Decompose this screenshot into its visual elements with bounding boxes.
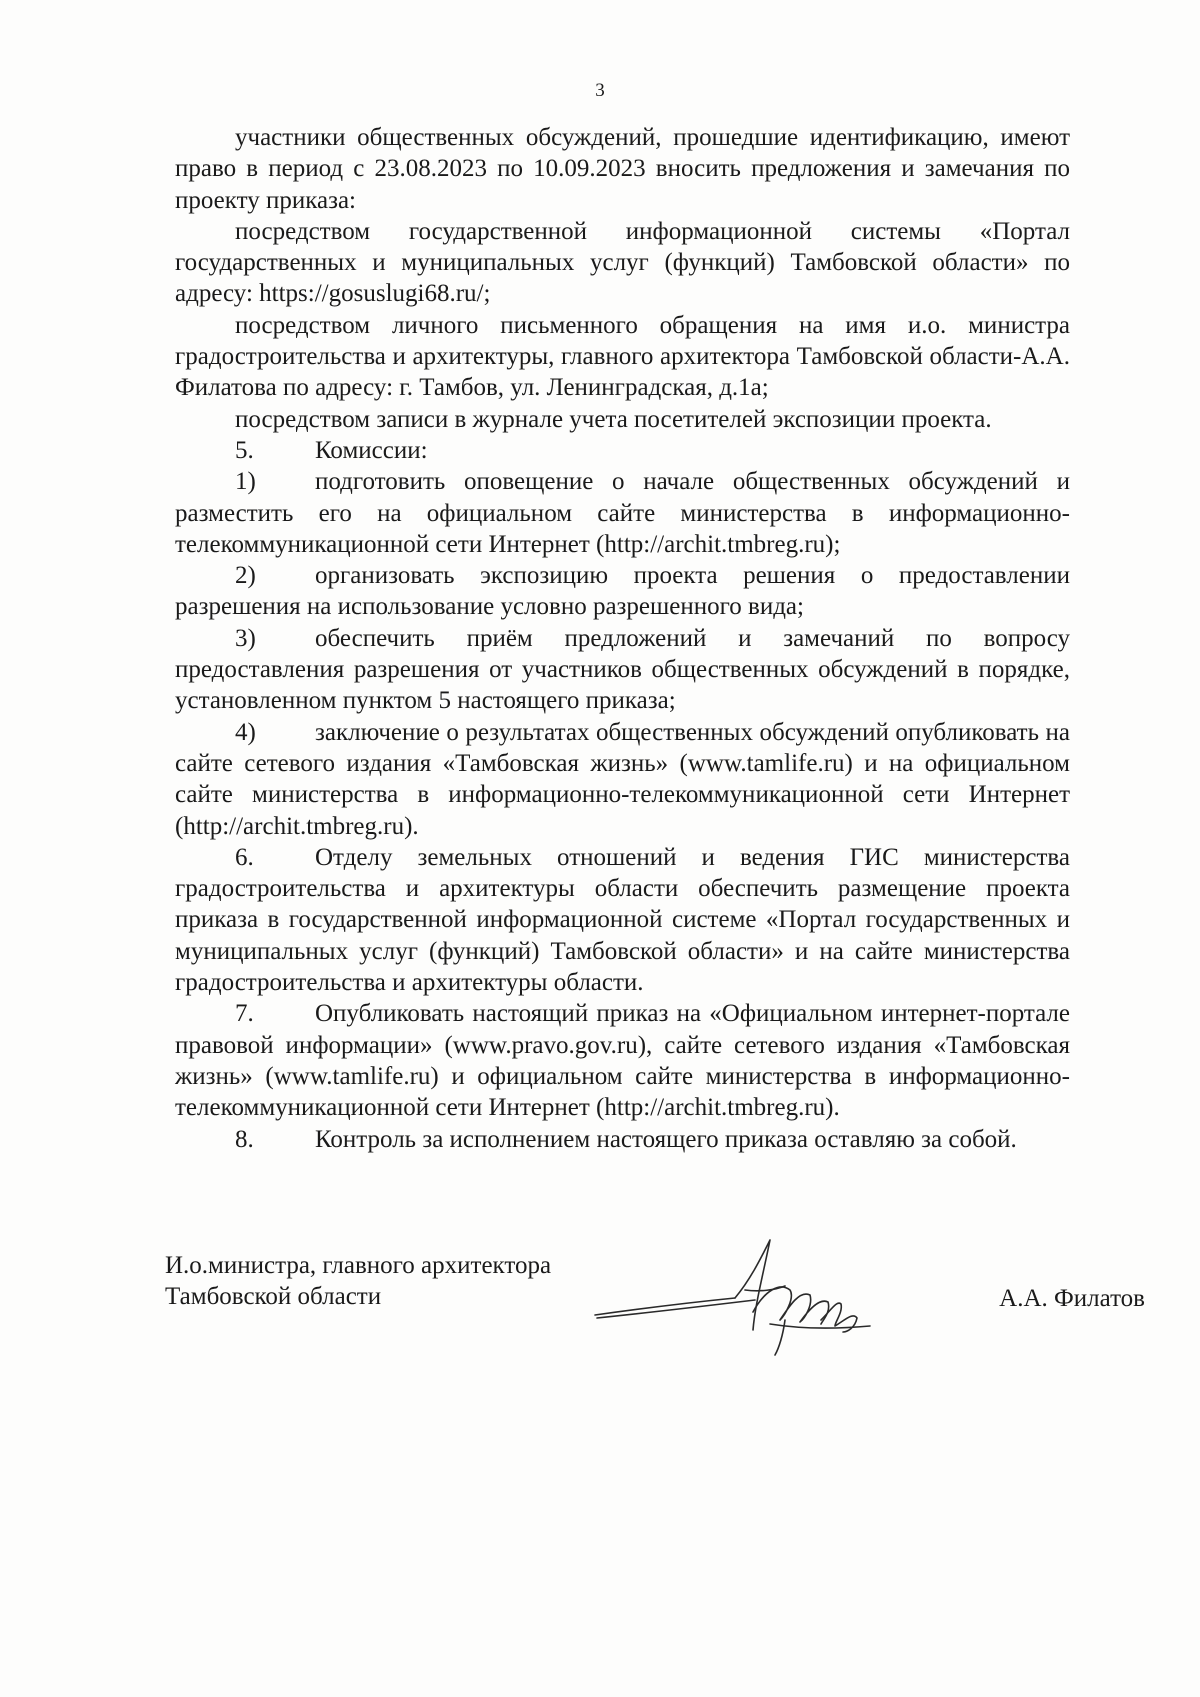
item-text: обеспечить приём предложений и замечаний по вопросу предоставления разрешения от участников общественных обсуждений в порядке, установленном пунктом 5 настоящего приказа;: [175, 624, 1070, 715]
list-item: [175, 623, 1070, 717]
signature-block: [165, 1250, 1145, 1380]
paragraph-via-journal: посредством записи в журнале учета посетителей экспозиции проекта.: [235, 405, 992, 433]
item-text: заключение о результатах общественных обсуждений опубликовать на сайте сетевого издания «Тамбовская жизнь» (www.tamlife.ru) и на официальном сайте министерства в информационно-телекоммуникационной сети Интернет (http://archit.tmbreg.ru).: [175, 718, 1070, 840]
paragraph-via-letter: посредством личного письменного обращения на имя и.о. министра градостроительства и архитектуры, главного архитектора Тамбовской области-А.А. Филатова по адресу: г. Тамбов, ул. Ленинградская, д.1а;: [175, 311, 1070, 402]
list-item: [175, 435, 1070, 466]
signer-title-line: И.о.министра, главного архитектора: [165, 1252, 552, 1279]
list-item: [175, 1124, 1070, 1155]
paragraph-participants-rights: участники общественных обсуждений, прошедшие идентификацию, имеют право в период с 23.08.2023 по 10.09.2023 вносить предложения и замечания по проекту приказа:: [175, 124, 1070, 214]
signer-name: А.А. Филатов: [999, 1285, 1145, 1312]
item-number: 1): [235, 468, 256, 496]
item-number: 6.: [235, 843, 254, 871]
item-number: 2): [235, 562, 256, 590]
item-number: 4): [235, 718, 256, 746]
list-item: [175, 717, 1070, 842]
item-text: Комиссии:: [315, 436, 428, 464]
item-number: 3): [235, 624, 256, 652]
signer-title: [165, 1250, 551, 1312]
item-number: 8.: [235, 1125, 254, 1153]
item-text: организовать экспозицию проекта решения о предоставлении разрешения на использование условно разрешенного вида;: [175, 562, 1070, 621]
list-item: [175, 466, 1070, 560]
item-text: Контроль за исполнением настоящего приказа оставляю за собой.: [315, 1125, 1017, 1153]
item-text: Отделу земельных отношений и ведения ГИС министерства градостроительства и архитектуры области обеспечить размещение проекта приказа в государственной информационной системе «Портал государственных и муниципальных услуг (функций) Тамбовской области» и на сайте министерства градостроительства и архитектуры области.: [175, 843, 1070, 997]
signer-title-line: Тамбовской области: [165, 1283, 382, 1310]
item-number: 7.: [235, 1000, 254, 1028]
handwritten-signature: [585, 1220, 875, 1360]
page-number: 3: [595, 80, 605, 101]
item-text: подготовить оповещение о начале общественных обсуждений и разместить его на официальном сайте министерства в информационно-телекоммуникационной сети Интернет (http://archit.tmbreg.ru);: [175, 468, 1070, 558]
list-item: [175, 560, 1070, 623]
list-item: [175, 998, 1070, 1123]
item-text: Опубликовать настоящий приказ на «Официальном интернет-портале правовой информации» (www.pravo.gov.ru), сайте сетевого издания «Тамбовская жизнь» (www.tamlife.ru) и официальном сайте министерства в информационно-телекоммуникационной сети Интернет (http://archit.tmbreg.ru).: [175, 1000, 1070, 1122]
paragraph-via-portal: посредством государственной информационной системы «Портал государственных и муниципальных услуг (функций) Тамбовской области» по адресу: https://gosuslugi68.ru/;: [175, 217, 1070, 308]
document-body: [175, 122, 1070, 1155]
item-number: 5.: [235, 436, 254, 464]
list-item: [175, 842, 1070, 998]
